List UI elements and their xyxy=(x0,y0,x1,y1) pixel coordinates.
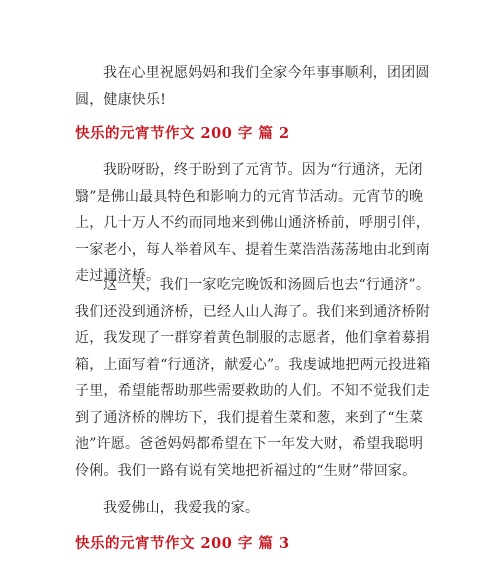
paragraph-lantern-festival: 我盼呀盼，终于盼到了元宵节。因为“行通济，无闭翳”是佛山最具特色和影响力的元宵节活动。元宵节的晚上，几十万人不约而同地来到佛山通济桥前，呼朋引伴，一家老小，每人举着风车、提着生菜浩浩荡荡地由北到南走过通济桥。 xyxy=(75,162,430,284)
paragraph-walk-bridge: 这一天，我们一家吃完晚饭和汤圆后也去“行通济”。 我们还没到通济桥，已经人山人海了。我们来到通济桥附近，我发现了一群穿着黄色制服的志愿者，他们拿着募捐箱，上面写着“行通济，献爱心”。我虔诚地把两元投进箱子里，希望能帮助那些需要救助的人们。不知不觉我们走到了通济桥的牌坊下，我们提着生菜和葱，来到了“生菜池”许愿。爸爸妈妈都希望在下一年发大财，希望我聪明伶俐。我们一路有说有笑地把祈福过的“生财”带回家。 xyxy=(75,277,431,479)
paragraph-wish: 我在心里祝愿妈妈和我们全家今年事事顺利，团团圆圆，健康快乐! xyxy=(75,65,430,108)
paragraph-love-foshan: 我爱佛山，我爱我的家。 xyxy=(103,500,260,516)
heading-essay-2: 快乐的元宵节作文 200 字 篇 2 xyxy=(75,125,290,142)
heading-essay-3: 快乐的元宵节作文 200 字 篇 3 xyxy=(75,535,290,552)
